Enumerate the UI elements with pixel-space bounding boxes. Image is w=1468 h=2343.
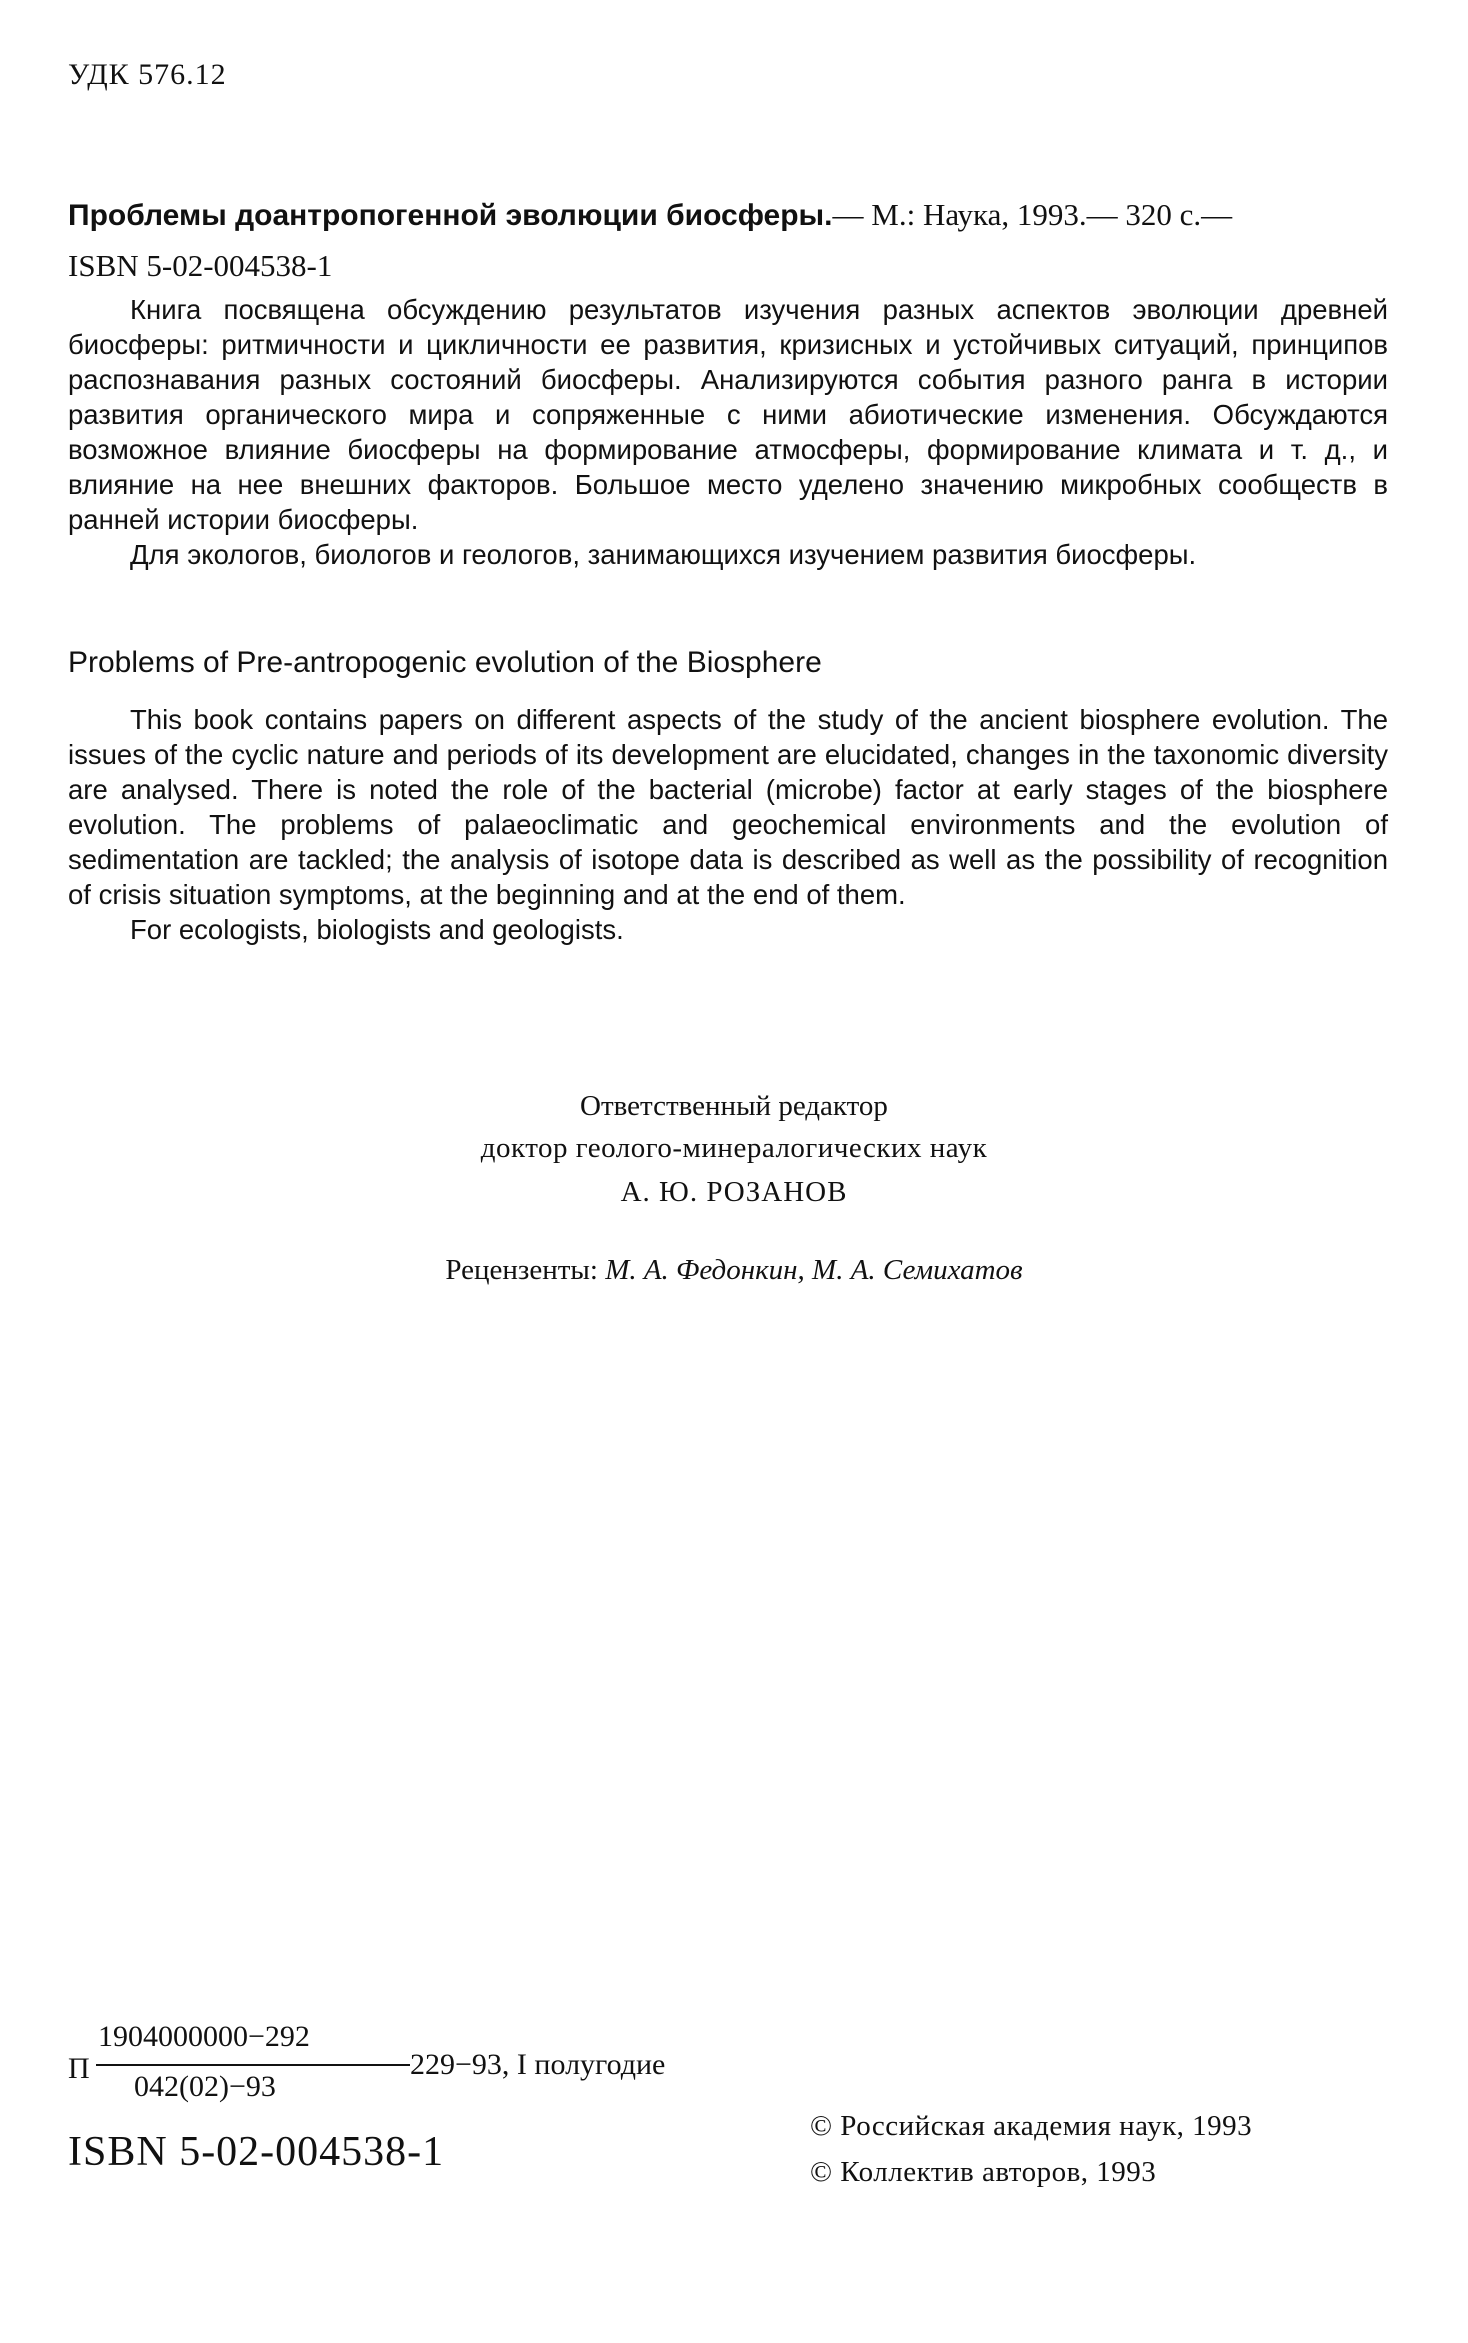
english-title: Problems of Pre-antropogenic evolution of the Biosphere — [68, 646, 822, 679]
english-abstract-paragraph: This book contains papers on different aspects of the study of the ancient biosphere evolution. The issues of the cyclic nature and periods of its development are elucidated, changes in the taxonomic diversity are analysed. There is noted the role of the bacterial (microbe) factor at early stages of the biosphere evolution. The problems of palaeoclimatic and geochemical environments and the evolution of sedimentation are tackled; the analysis of isotope data is described as well as the possibility of recognition of crisis situation symptoms, at the beginning and at the end of them. — [68, 704, 1388, 910]
bibliographic-citation — [68, 190, 1388, 291]
isbn-large: ISBN 5-02-004538-1 — [68, 2129, 445, 2175]
copyright-academy: © Российская академия наук, 1993 — [810, 2110, 1253, 2142]
english-abstract — [68, 702, 1388, 947]
publication-info: — М.: Наука, 1993.— 320 с.— — [832, 197, 1233, 232]
russian-abstract — [68, 292, 1388, 572]
imprint-suffix: 229−93, I полугодие — [410, 2048, 666, 2081]
imprint-code — [68, 2020, 768, 2130]
book-title: Проблемы доантропогенной эволюции биосферы. — [68, 199, 833, 232]
reviewers-names: М. А. Федонкин, М. А. Семихатов — [605, 1254, 1023, 1286]
editor-role: Ответственный редактор — [580, 1090, 888, 1122]
english-audience-paragraph: For ecologists, biologists and geologists. — [130, 914, 624, 945]
udk-code: УДК 576.12 — [68, 58, 227, 91]
imprint-denominator: 042(02)−93 — [134, 2070, 276, 2103]
imprint-letter: П — [68, 2052, 90, 2085]
citation-isbn: ISBN 5-02-004538-1 — [68, 248, 333, 283]
imprint-numerator: 1904000000−292 — [98, 2020, 310, 2053]
russian-audience-paragraph: Для экологов, биологов и геологов, занимающихся изучением развития биосферы. — [130, 539, 1197, 570]
copyright-authors: © Коллектив авторов, 1993 — [810, 2156, 1157, 2188]
russian-abstract-paragraph: Книга посвящена обсуждению результатов изучения разных аспектов эволюции древней биосферы: ритмичности и цикличности ее развития, кризисных и устойчивых ситуаций, принципов распознавания разных состояний биосферы. Анализируются события разного ранга в истории развития органического мира и сопряженные с ними абиотические изменения. Обсуждаются возможное влияние биосферы на формирование атмосферы, формирование климата и т. д., и влияние на нее внешних факторов. Большое место уделено значению микробных сообществ в ранней истории биосферы. — [68, 294, 1388, 535]
reviewers-label: Рецензенты: — [445, 1254, 598, 1286]
editor-degree: доктор геолого-минералогических наук — [480, 1132, 988, 1164]
fraction-rule — [96, 2064, 410, 2066]
reviewers — [0, 1254, 1468, 1287]
editor-name: А. Ю. РОЗАНОВ — [620, 1176, 848, 1208]
